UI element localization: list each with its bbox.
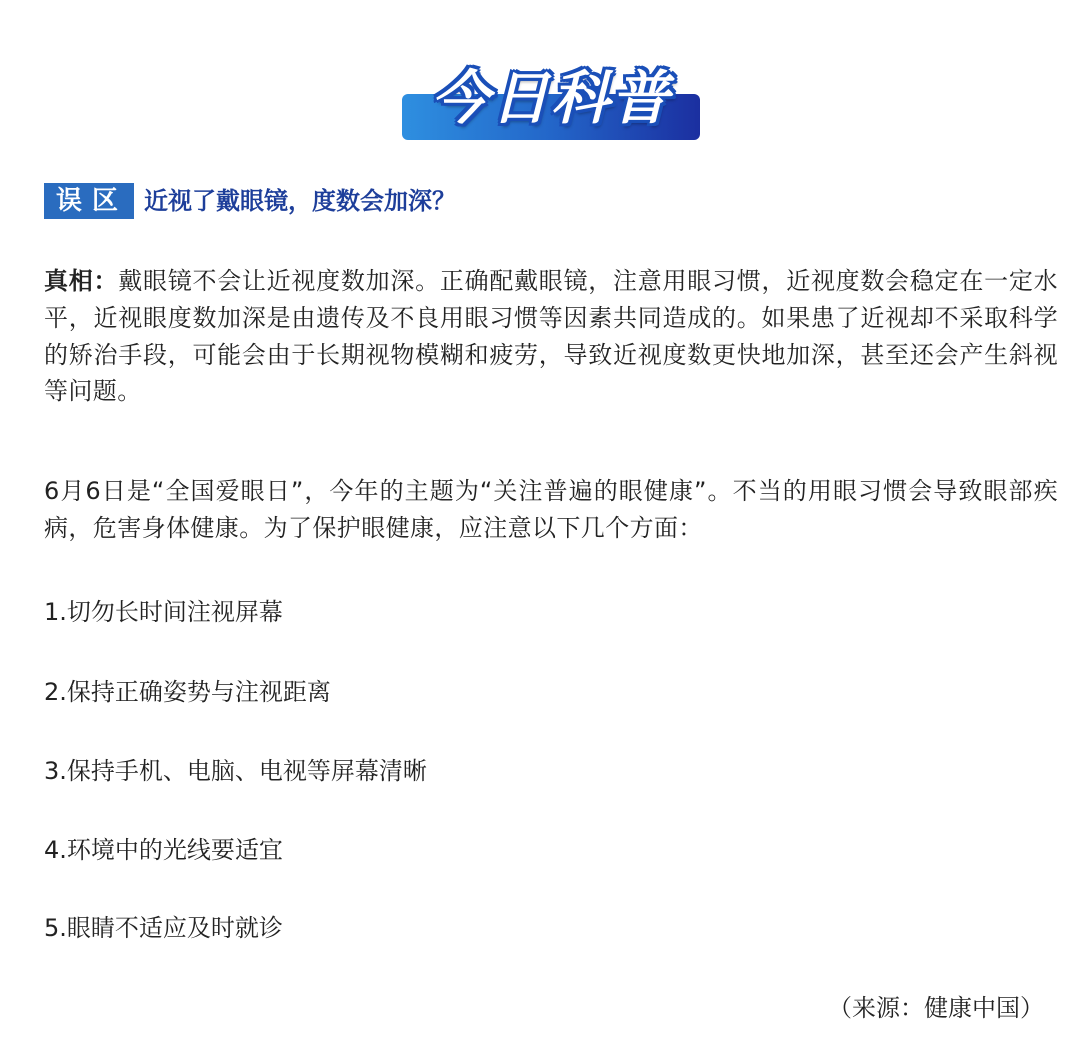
myth-question: 近视了戴眼镜，度数会加深？ — [144, 187, 456, 215]
intro-paragraph: 6月6日是“全国爱眼日”，今年的主题为“关注普遍的眼健康”。不当的用眼习惯会导致眼部疾病，危害身体健康。为了保护眼健康，应注意以下几个方面： — [44, 477, 1058, 542]
tip-item-5: 5.眼睛不适应及时就诊 — [44, 914, 283, 942]
tip-item-1: 1.切勿长时间注视屏幕 — [44, 598, 283, 626]
tip-item-3: 3.保持手机、电脑、电视等屏幕清晰 — [44, 757, 427, 785]
truth-text: 戴眼镜不会让近视度数加深。正确配戴眼镜，注意用眼习惯，近视度数会稳定在一定水平，近视眼度数加深是由遗传及不良用眼习惯等因素共同造成的。如果患了近视却不采取科学的矫治手段，可能会由于长期视物模糊和疲劳，导致近视度数更快地加深，甚至还会产生斜视等问题。 — [44, 267, 1059, 406]
tip-item-2: 2.保持正确姿势与注视距离 — [44, 678, 331, 706]
source-note: （来源：健康中国） — [828, 994, 1044, 1022]
truth-label: 真相： — [44, 267, 119, 295]
tip-item-4: 4.环境中的光线要适宜 — [44, 836, 283, 864]
truth-paragraph — [44, 263, 1058, 410]
myth-row — [44, 183, 456, 219]
banner — [402, 60, 700, 140]
myth-tag: 误区 — [44, 183, 134, 219]
banner-title: 今日科普 — [430, 64, 671, 132]
